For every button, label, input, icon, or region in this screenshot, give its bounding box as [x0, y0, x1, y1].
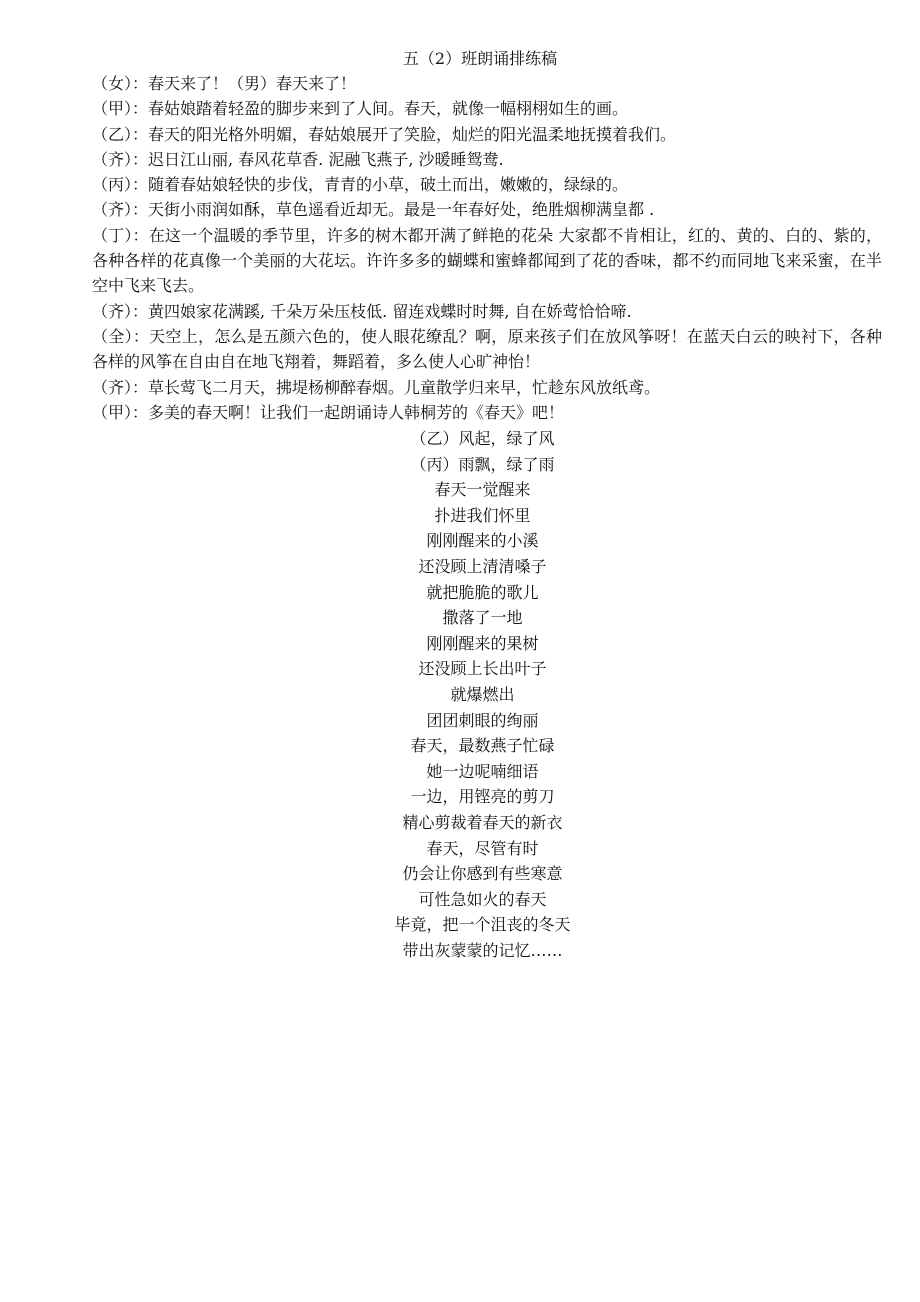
script-line: （齐）：迟日江山丽, 春风花草香. 泥融飞燕子, 沙暖睡鸳鸯. [92, 149, 504, 169]
poem-line: 带出灰蒙蒙的记忆…… [402, 940, 563, 960]
poem-line: 仍会让你感到有些寒意 [402, 864, 563, 884]
poem-block [300, 426, 665, 963]
script-line: （齐）：黄四娘家花满蹊, 千朵万朵压枝低. 留连戏蝶时时舞, 自在娇莺恰恰啼. [92, 301, 632, 321]
script-line: （齐）：草长莺飞二月天，拂堤杨柳醉春烟。儿童散学归来早，忙趁东风放纸鸢。 [92, 377, 661, 397]
poem-line: 刚刚醒来的小溪 [426, 531, 539, 551]
poem-line: 春天，最数燕子忙碌 [410, 736, 555, 756]
poem-line: 还没顾上清清嗓子 [418, 556, 547, 576]
script-line: （全）：天空上，怎么是五颜六色的，使人眼花缭乱？啊，原来孩子们在放风筝呀！在蓝天白云的映衬下，各种各样的风筝在自由自在地飞翔着，舞蹈着，多么使人心旷神怡！ [92, 326, 882, 372]
poem-line: 刚刚醒来的果树 [426, 633, 539, 653]
poem-line: 团团刺眼的绚丽 [426, 710, 539, 730]
poem-line: 扑进我们怀里 [434, 505, 531, 525]
script-line: （乙）：春天的阳光格外明媚，春姑娘展开了笑脸，灿烂的阳光温柔地抚摸着我们。 [92, 124, 677, 144]
script-line: （甲）：春姑娘踏着轻盈的脚步来到了人间。春天，就像一幅栩栩如生的画。 [92, 99, 629, 119]
script-line: （齐）：天街小雨润如酥，草色遥看近却无。最是一年春好处，绝胜烟柳满皇都 . [92, 200, 655, 220]
poem-line: 还没顾上长出叶子 [418, 659, 547, 679]
poem-line: 春天一觉醒来 [434, 480, 531, 500]
poem-line: 撒落了一地 [442, 608, 523, 628]
poem-line: （丙）雨飘，绿了雨 [410, 454, 555, 474]
poem-line: （乙）风起，绿了风 [410, 429, 555, 448]
poem-line: 可性急如火的春天 [418, 889, 547, 909]
script-line: （丁）：在这一个温暖的季节里，许多的树木都开满了鲜艳的花朵 大家都不肯相让，红的、黄的、白的、紫的，各种各样的花真像一个美丽的大花坛。许许多多的蝴蝶和蜜蜂都闻到了花的香味，都不约而同地飞来采蜜，在半空中飞来飞去。 [92, 225, 882, 296]
poem-line: 一边，用铿亮的剪刀 [410, 787, 555, 807]
document-title: 五（2）班朗诵排练稿 [402, 49, 558, 68]
script-line: （女）：春天来了！（男）春天来了！ [92, 74, 357, 93]
poem-line: 春天，尽管有时 [426, 838, 539, 858]
poem-line: 她一边呢喃细语 [426, 761, 539, 781]
script-line: （甲）：多美的春天啊！让我们一起朗诵诗人韩桐芳的《春天》吧！ [92, 402, 565, 422]
script-lines [92, 71, 882, 425]
poem-line: 就把脆脆的歌儿 [426, 582, 539, 602]
poem-line: 毕竟，把一个沮丧的冬天 [394, 915, 571, 935]
script-line: （丙）：随着春姑娘轻快的步伐，青青的小草，破土而出，嫩嫩的，绿绿的。 [92, 175, 629, 195]
poem-line: 精心剪裁着春天的新衣 [402, 812, 563, 832]
poem-line: 就爆燃出 [450, 684, 515, 704]
